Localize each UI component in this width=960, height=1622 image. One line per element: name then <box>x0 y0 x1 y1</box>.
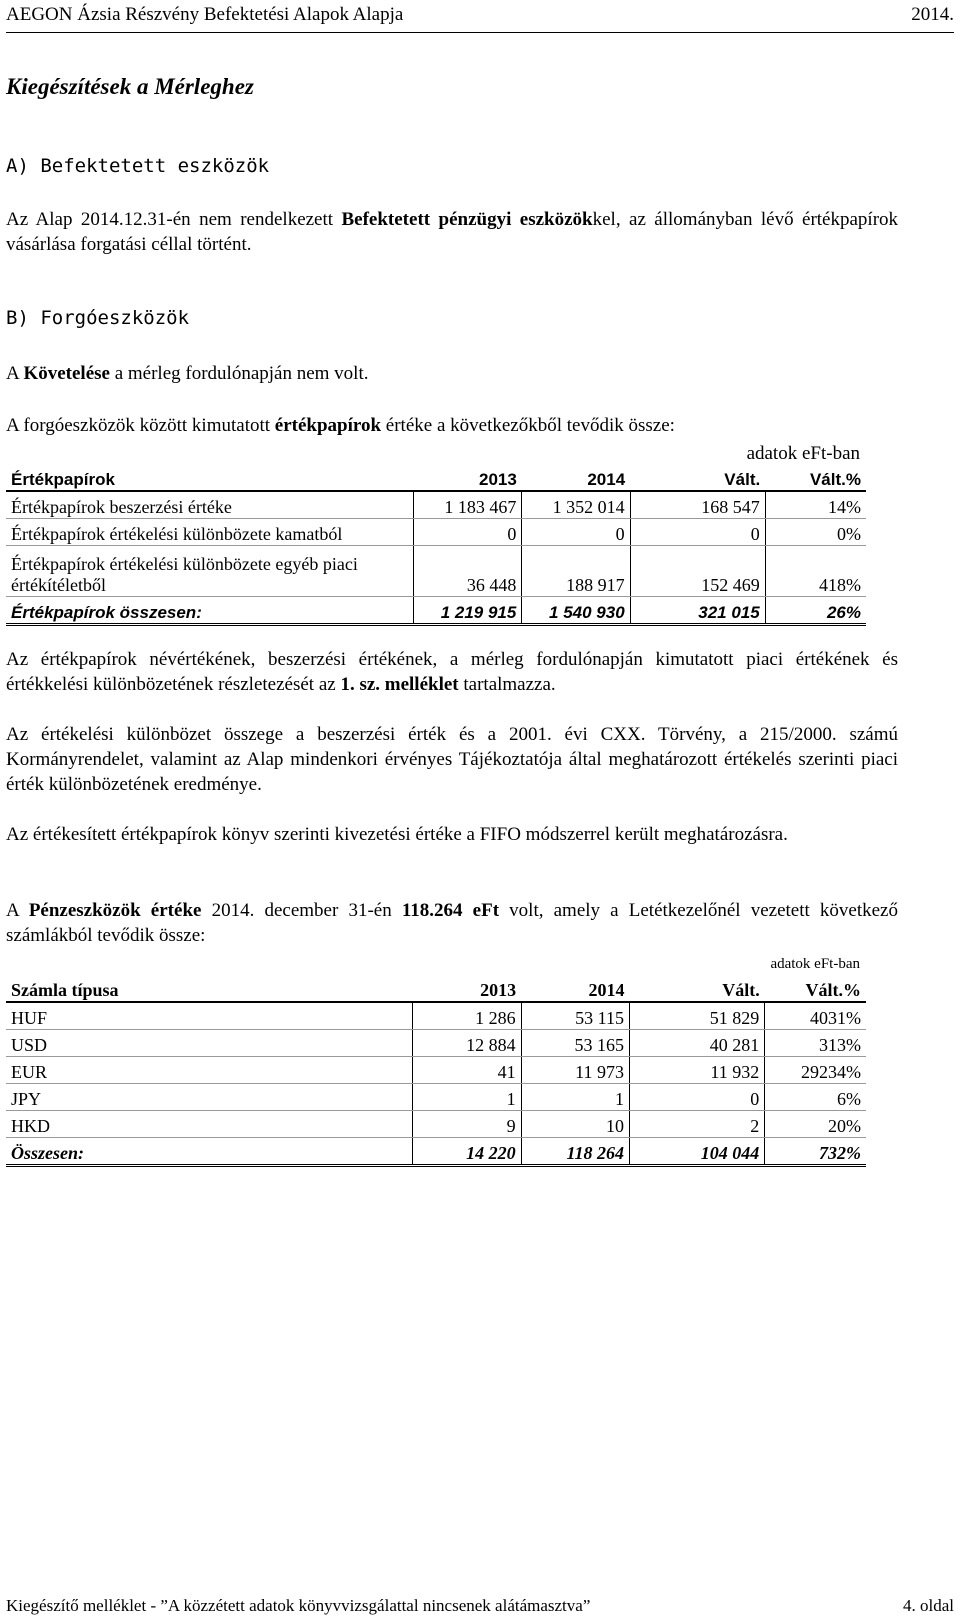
securities-intro-paragraph: A forgóeszközök között kimutatott értékpapírok értéke a következőkből tevődik össze: <box>6 415 675 436</box>
table-row <box>6 1002 866 1030</box>
total-label: Összesen: <box>6 1138 413 1166</box>
cell-change: 51 829 <box>629 1002 764 1030</box>
total-2013: 14 220 <box>413 1138 521 1166</box>
cell-change: 2 <box>629 1111 764 1138</box>
table-header-row <box>6 464 866 491</box>
cell-change-pct: 4031% <box>765 1002 866 1030</box>
page-number: 4. oldal <box>903 1596 954 1615</box>
fifo-paragraph: Az értékesített értékpapírok könyv szerinti kivezetési értéke a FIFO módszerrel került meghatározásra. <box>6 824 788 845</box>
table-total-row <box>6 1138 866 1166</box>
row-label: EUR <box>6 1057 413 1084</box>
cell-change-pct: 0% <box>765 519 866 546</box>
table-row <box>6 1084 866 1111</box>
cell-2013: 0 <box>414 519 522 546</box>
cash-paragraph: A Pénzeszközök értéke 2014. december 31-én 118.264 eFt volt, amely a Letétkezelőnél vezetett következő számlákból tevődik össze: <box>6 900 898 946</box>
header-cell: 2014 <box>521 975 629 1002</box>
cell-change-pct: 14% <box>765 491 866 519</box>
section-a-paragraph: Az Alap 2014.12.31-én nem rendelkezett Befektetett pénzügyi eszközökkel, az állományban lévő értékpapírok vásárlása forgatási céllal történt. <box>6 209 899 255</box>
cell-2014: 1 352 014 <box>522 491 630 519</box>
header-fund-name: AEGON Ázsia Részvény Befektetési Alapok Alapja <box>6 4 404 25</box>
table-header-row <box>6 975 866 1002</box>
table1-unit-label: adatok eFt-ban <box>746 443 860 464</box>
header-cell: 2014 <box>522 464 630 491</box>
table-row <box>6 1030 866 1057</box>
total-change: 321 015 <box>630 597 765 625</box>
total-change-pct: 26% <box>765 597 866 625</box>
cell-2013: 1 <box>413 1084 521 1111</box>
securities-table <box>6 464 866 626</box>
row-label: HUF <box>6 1002 413 1030</box>
cell-2014: 53 115 <box>521 1002 629 1030</box>
cell-change-pct: 313% <box>765 1030 866 1057</box>
cell-change: 11 932 <box>629 1057 764 1084</box>
cell-2014: 1 <box>521 1084 629 1111</box>
total-2013: 1 219 915 <box>414 597 522 625</box>
page-header <box>6 4 954 33</box>
header-cell: Vált. <box>629 975 764 1002</box>
cell-change-pct: 6% <box>765 1084 866 1111</box>
page-title: Kiegészítések a Mérleghez <box>6 74 254 99</box>
cell-2014: 11 973 <box>521 1057 629 1084</box>
cell-change: 40 281 <box>629 1030 764 1057</box>
cell-2013: 1 286 <box>413 1002 521 1030</box>
header-cell: Vált. <box>630 464 765 491</box>
table-row <box>6 491 866 519</box>
cell-2013: 41 <box>413 1057 521 1084</box>
row-label: USD <box>6 1030 413 1057</box>
page-footer <box>6 1596 954 1616</box>
cell-change: 0 <box>630 519 765 546</box>
total-label: Értékpapírok összesen: <box>6 597 414 625</box>
securities-details-paragraph: Az értékpapírok névértékének, beszerzési értékének, a mérleg fordulónapján kimutatott piaci értékének és értékkelési különbözetének részletezését az 1. sz. melléklet tartalmazza. <box>6 649 898 695</box>
footer-note: Kiegészítő melléklet - ”A közzétett adatok könyvvizsgálattal nincsenek alátámasztva” <box>6 1596 591 1615</box>
cell-2013: 1 183 467 <box>414 491 522 519</box>
cell-2014: 10 <box>521 1111 629 1138</box>
total-2014: 1 540 930 <box>522 597 630 625</box>
cell-change-pct: 20% <box>765 1111 866 1138</box>
row-label: Értékpapírok értékelési különbözete kamatból <box>6 519 414 546</box>
header-cell: Vált.% <box>765 464 866 491</box>
cell-change-pct: 418% <box>765 546 866 597</box>
row-label: Értékpapírok értékelési különbözete egyéb piaci értékítéletből <box>6 546 414 597</box>
total-change: 104 044 <box>629 1138 764 1166</box>
header-cell: 2013 <box>413 975 521 1002</box>
row-label: Értékpapírok beszerzési értéke <box>6 491 414 519</box>
cell-change: 0 <box>629 1084 764 1111</box>
cell-2014: 53 165 <box>521 1030 629 1057</box>
cell-2013: 12 884 <box>413 1030 521 1057</box>
cell-2014: 188 917 <box>522 546 630 597</box>
header-cell: Értékpapírok <box>6 464 414 491</box>
table2-unit-label: adatok eFt-ban <box>770 956 860 972</box>
header-year: 2014. <box>911 4 954 25</box>
table-row <box>6 546 866 597</box>
header-cell: 2013 <box>414 464 522 491</box>
valuation-paragraph: Az értékelési különbözet összege a beszerzési érték és a 2001. évi CXX. Törvény, a 215/2000. számú Kormányrendelet, valamint az Alap mindenkori érvényes Tájékoztatója által meghatározott értékelés szerinti piaci érték különbözetének eredménye. <box>6 724 898 795</box>
section-b-title: B) Forgóeszközök <box>6 307 190 329</box>
cell-2013: 9 <box>413 1111 521 1138</box>
table-row <box>6 1057 866 1084</box>
accounts-table <box>6 975 866 1167</box>
header-cell: Számla típusa <box>6 975 413 1002</box>
cell-change-pct: 29234% <box>765 1057 866 1084</box>
table-row <box>6 1111 866 1138</box>
cell-change: 168 547 <box>630 491 765 519</box>
total-change-pct: 732% <box>765 1138 866 1166</box>
section-a-title: A) Befektetett eszközök <box>6 155 270 177</box>
total-2014: 118 264 <box>521 1138 629 1166</box>
row-label: JPY <box>6 1084 413 1111</box>
receivables-paragraph: A Követelése a mérleg fordulónapján nem volt. <box>6 363 369 384</box>
header-cell: Vált.% <box>765 975 866 1002</box>
table-total-row <box>6 597 866 625</box>
cell-2013: 36 448 <box>414 546 522 597</box>
cell-2014: 0 <box>522 519 630 546</box>
table-row <box>6 519 866 546</box>
cell-change: 152 469 <box>630 546 765 597</box>
row-label: HKD <box>6 1111 413 1138</box>
